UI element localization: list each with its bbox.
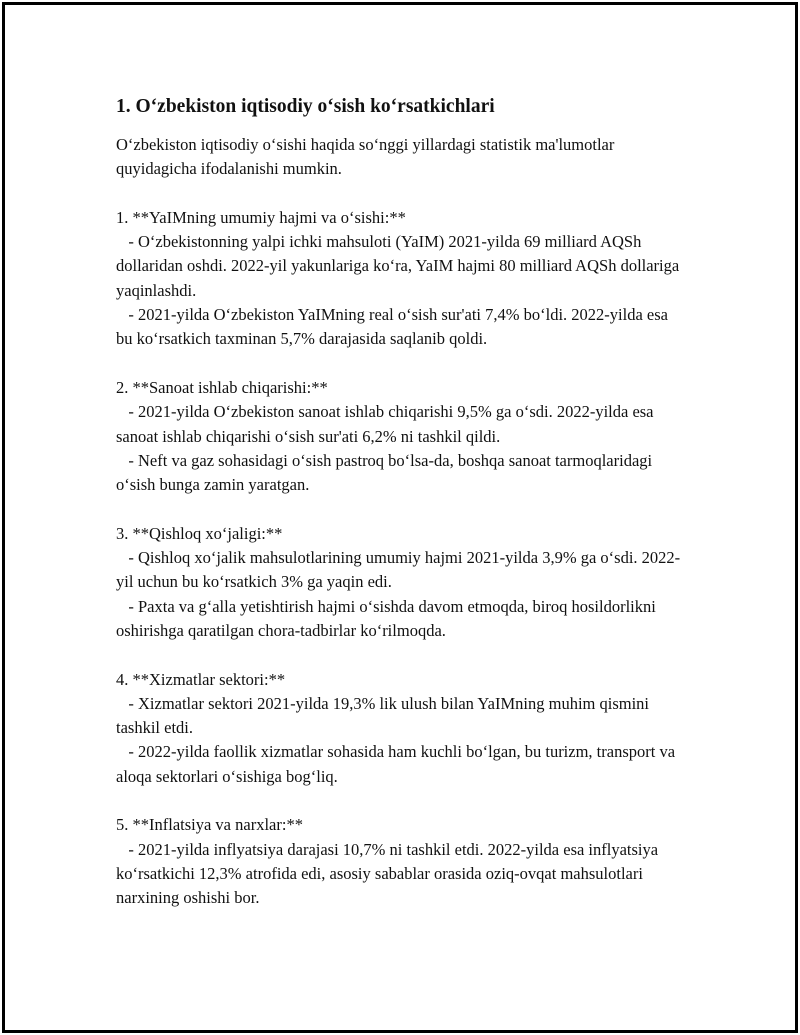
document-title: 1. O‘zbekiston iqtisodiy o‘sish ko‘rsatkichlari <box>116 96 495 117</box>
bullet-item: - 2021-yilda inflyatsiya darajasi 10,7% ni tashkil etdi. 2022-yilda esa inflyatsiya ko‘rsatkichi 12,3% atrofida edi, asosiy sabablar orasida oziq-ovqat mahsulotlari narxining oshishi bor. <box>116 839 663 908</box>
bullet-item: - Paxta va g‘alla yetishtirish hajmi o‘sishda davom etmoqda, biroq hosildorlikni oshirishga qaratilgan chora-tadbirlar ko‘rilmoqda. <box>116 596 660 640</box>
section-gdp <box>116 206 686 352</box>
document-body <box>116 93 686 911</box>
section-inflation <box>116 813 686 910</box>
bullet-item: - 2021-yilda O‘zbekiston YaIMning real o‘sish sur'ati 7,4% bo‘ldi. 2022-yilda esa bu ko‘rsatkich taxminan 5,7% darajasida saqlanib qoldi. <box>116 305 673 349</box>
section-heading: 2. **Sanoat ishlab chiqarishi:** <box>116 377 328 397</box>
section-heading: 5. **Inflatsiya va narxlar:** <box>116 815 303 835</box>
section-heading: 4. **Xizmatlar sektori:** <box>116 669 286 689</box>
section-services <box>116 668 686 789</box>
bullet-item: - 2021-yilda O‘zbekiston sanoat ishlab chiqarishi 9,5% ga o‘sdi. 2022-yilda esa sanoat ishlab chiqarishi o‘sish sur'ati 6,2% ni tashkil qildi. <box>116 402 658 446</box>
bullet-item: - Qishloq xo‘jalik mahsulotlarining umumiy hajmi 2021-yilda 3,9% ga o‘sdi. 2022-yil uchun bu ko‘rsatkich 3% ga yaqin edi. <box>116 548 681 592</box>
bullet-item: - Xizmatlar sektori 2021-yilda 19,3% lik ulush bilan YaIMning muhim qismini tashkil etdi. <box>116 693 654 738</box>
section-heading: 3. **Qishloq xo‘jaligi:** <box>116 523 283 543</box>
bullet-item: - O‘zbekistonning yalpi ichki mahsuloti (YaIM) 2021-yilda 69 milliard AQSh dollaridan oshdi. 2022-yil yakunlariga ko‘ra, YaIM hajmi 80 milliard AQSh dollariga yaqinlashdi. <box>116 232 684 300</box>
section-agriculture <box>116 522 686 643</box>
bullet-item: - Neft va gaz sohasidagi o‘sish pastroq bo‘lsa-da, boshqa sanoat tarmoqlaridagi o‘sish bunga zamin yaratgan. <box>116 450 657 495</box>
section-heading: 1. **YaIMning umumiy hajmi va o‘sishi:** <box>116 207 406 227</box>
intro-paragraph: O‘zbekiston iqtisodiy o‘sishi haqida so‘nggi yillardagi statistik ma'lumotlar quyidagicha ifodalanishi mumkin. <box>116 135 615 179</box>
bullet-item: - 2022-yilda faollik xizmatlar sohasida ham kuchli bo‘lgan, bu turizm, transport va aloqa sektorlari o‘sishiga bog‘liq. <box>116 742 680 786</box>
section-industry <box>116 376 686 497</box>
